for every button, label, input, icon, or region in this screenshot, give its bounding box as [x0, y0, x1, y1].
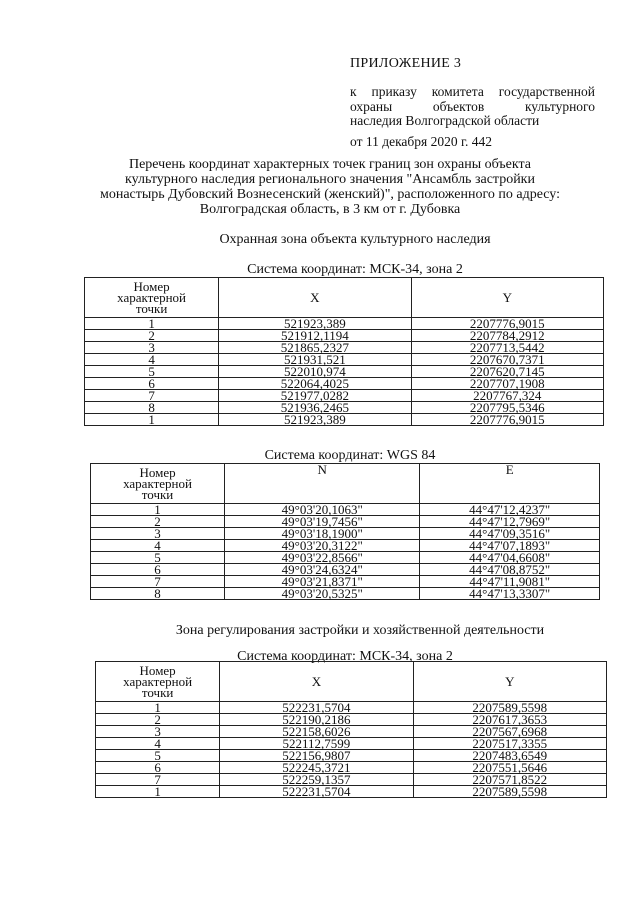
section2-system: Система координат: WGS 84: [264, 448, 436, 463]
point-number-cell: 8: [91, 588, 225, 600]
coordinate-cell: 521923,389: [219, 318, 411, 330]
intro-line: культурного наследия регионального значения "Ансамбль застройки: [125, 172, 535, 187]
coordinate-cell: 522245,3721: [220, 762, 413, 774]
coordinate-cell: 522010,974: [219, 366, 411, 378]
point-number-cell: 1: [96, 702, 220, 714]
intro-line: Волгоградская область, в 3 км от г. Дубовка: [199, 202, 461, 217]
point-number-cell: 4: [85, 354, 219, 366]
coordinate-cell: 44°47'08,8752": [420, 564, 600, 576]
point-number-cell: 7: [91, 576, 225, 588]
coordinate-cell: 2207713,5442: [411, 342, 603, 354]
table-row: [96, 786, 607, 798]
section1-title: Охранная зона объекта культурного наследия: [219, 232, 491, 247]
coordinate-cell: 522158,6026: [220, 726, 413, 738]
point-number-cell: 4: [91, 540, 225, 552]
point-number-cell: 1: [96, 786, 220, 798]
point-number-cell: 1: [85, 318, 219, 330]
coordinate-cell: 522231,5704: [220, 786, 413, 798]
intro-paragraph: [60, 157, 600, 217]
point-number-cell: 6: [91, 564, 225, 576]
point-number-cell: 6: [96, 762, 220, 774]
coordinate-cell: 522259,1357: [220, 774, 413, 786]
coordinate-cell: 49°03'20,1063": [225, 504, 420, 516]
coordinate-cell: 44°47'12,7969": [420, 516, 600, 528]
point-number-cell: 3: [85, 342, 219, 354]
coordinate-cell: 521936,2465: [219, 402, 411, 414]
col-n-header: N: [225, 464, 420, 504]
coordinate-cell: 44°47'13,3307": [420, 588, 600, 600]
col-y-header: Y: [411, 278, 603, 318]
coordinate-cell: 522064,4025: [219, 378, 411, 390]
coordinate-cell: 49°03'19,7456": [225, 516, 420, 528]
coordinate-cell: 49°03'22,8566": [225, 552, 420, 564]
coordinate-cell: 44°47'09,3516": [420, 528, 600, 540]
col-point-header: Номер характерной точки: [96, 662, 220, 702]
coordinate-cell: 49°03'18,1900": [225, 528, 420, 540]
coordinate-cell: 522156,9807: [220, 750, 413, 762]
coordinate-cell: 2207784,2912: [411, 330, 603, 342]
coordinate-cell: 49°03'20,5325": [225, 588, 420, 600]
coordinate-cell: 2207567,6968: [413, 726, 606, 738]
coordinate-cell: 2207589,5598: [413, 702, 606, 714]
table-protection-zone: [84, 277, 604, 426]
coordinate-cell: 44°47'07,1893": [420, 540, 600, 552]
point-number-cell: 2: [91, 516, 225, 528]
coordinate-cell: 521912,1194: [219, 330, 411, 342]
coordinate-cell: 49°03'24,6324": [225, 564, 420, 576]
point-number-cell: 7: [85, 390, 219, 402]
order-line-2: [350, 100, 595, 115]
order-date: от 11 декабря 2020 г. 442: [350, 134, 493, 149]
point-number-cell: 3: [96, 726, 220, 738]
coordinate-cell: 2207795,5346: [411, 402, 603, 414]
section3-system: Система координат: МСК-34, зона 2: [237, 649, 453, 664]
coordinate-cell: 522231,5704: [220, 702, 413, 714]
appendix-title: ПРИЛОЖЕНИЕ 3: [350, 56, 462, 71]
order-word: государственной: [498, 84, 595, 99]
point-number-cell: 7: [96, 774, 220, 786]
intro-line: Перечень координат характерных точек границ зон охраны объекта: [128, 157, 531, 172]
col-x-header: X: [219, 278, 411, 318]
point-number-cell: 6: [85, 378, 219, 390]
point-number-cell: 1: [91, 504, 225, 516]
coordinate-cell: 49°03'21,8371": [225, 576, 420, 588]
point-number-cell: 8: [85, 402, 219, 414]
point-number-cell: 5: [91, 552, 225, 564]
col-y-header: Y: [413, 662, 606, 702]
coordinate-cell: 2207767,324: [411, 390, 603, 402]
coordinate-cell: 521865,2327: [219, 342, 411, 354]
table-regulation-zone: [95, 661, 607, 798]
table-wgs84: [90, 463, 600, 600]
order-word: культурного: [524, 98, 595, 114]
coordinate-cell: 2207517,3355: [413, 738, 606, 750]
coordinate-cell: 49°03'20,3122": [225, 540, 420, 552]
coordinate-cell: 2207776,9015: [411, 414, 603, 426]
coordinate-cell: 522112,7599: [220, 738, 413, 750]
coordinate-cell: 2207571,8522: [413, 774, 606, 786]
point-number-cell: 3: [91, 528, 225, 540]
intro-line: монастырь Дубовский Вознесенский (женский)", расположенного по адресу:: [99, 187, 561, 202]
coordinate-cell: 2207670,7371: [411, 354, 603, 366]
coordinate-cell: 44°47'04,6608": [420, 552, 600, 564]
coordinate-cell: 2207776,9015: [411, 318, 603, 330]
coordinate-cell: 521977,0282: [219, 390, 411, 402]
coordinate-cell: 521923,389: [219, 414, 411, 426]
point-number-cell: 4: [96, 738, 220, 750]
order-word: приказу: [371, 84, 417, 99]
table-row: [91, 588, 600, 600]
col-point-header: Номер характерной точки: [85, 278, 219, 318]
order-line-3: наследия Волгоградской области: [350, 113, 540, 128]
col-x-header: X: [220, 662, 413, 702]
col-e-header: E: [420, 464, 600, 504]
order-word: объектов: [432, 98, 485, 114]
point-number-cell: 5: [96, 750, 220, 762]
order-line-1: [350, 85, 595, 100]
section1-system: Система координат: МСК-34, зона 2: [247, 262, 463, 277]
col-point-header: Номер характерной точки: [91, 464, 225, 504]
order-word: комитета: [431, 84, 484, 99]
coordinate-cell: 44°47'12,4237": [420, 504, 600, 516]
coordinate-cell: 2207589,5598: [413, 786, 606, 798]
coordinate-cell: 2207617,3653: [413, 714, 606, 726]
order-reference: [350, 85, 595, 129]
point-number-cell: 1: [85, 414, 219, 426]
coordinate-cell: 44°47'11,9081": [420, 576, 600, 588]
point-number-cell: 5: [85, 366, 219, 378]
coordinate-cell: 522190,2186: [220, 714, 413, 726]
coordinate-cell: 2207551,5646: [413, 762, 606, 774]
coordinate-cell: 2207620,7145: [411, 366, 603, 378]
coordinate-cell: 2207707,1908: [411, 378, 603, 390]
order-word: охраны: [350, 98, 393, 114]
table-row: [85, 414, 604, 426]
point-number-cell: 2: [96, 714, 220, 726]
section3-title: Зона регулирования застройки и хозяйственной деятельности: [175, 623, 545, 638]
coordinate-cell: 2207483,6549: [413, 750, 606, 762]
order-word: к: [350, 84, 357, 99]
point-number-cell: 2: [85, 330, 219, 342]
coordinate-cell: 521931,521: [219, 354, 411, 366]
